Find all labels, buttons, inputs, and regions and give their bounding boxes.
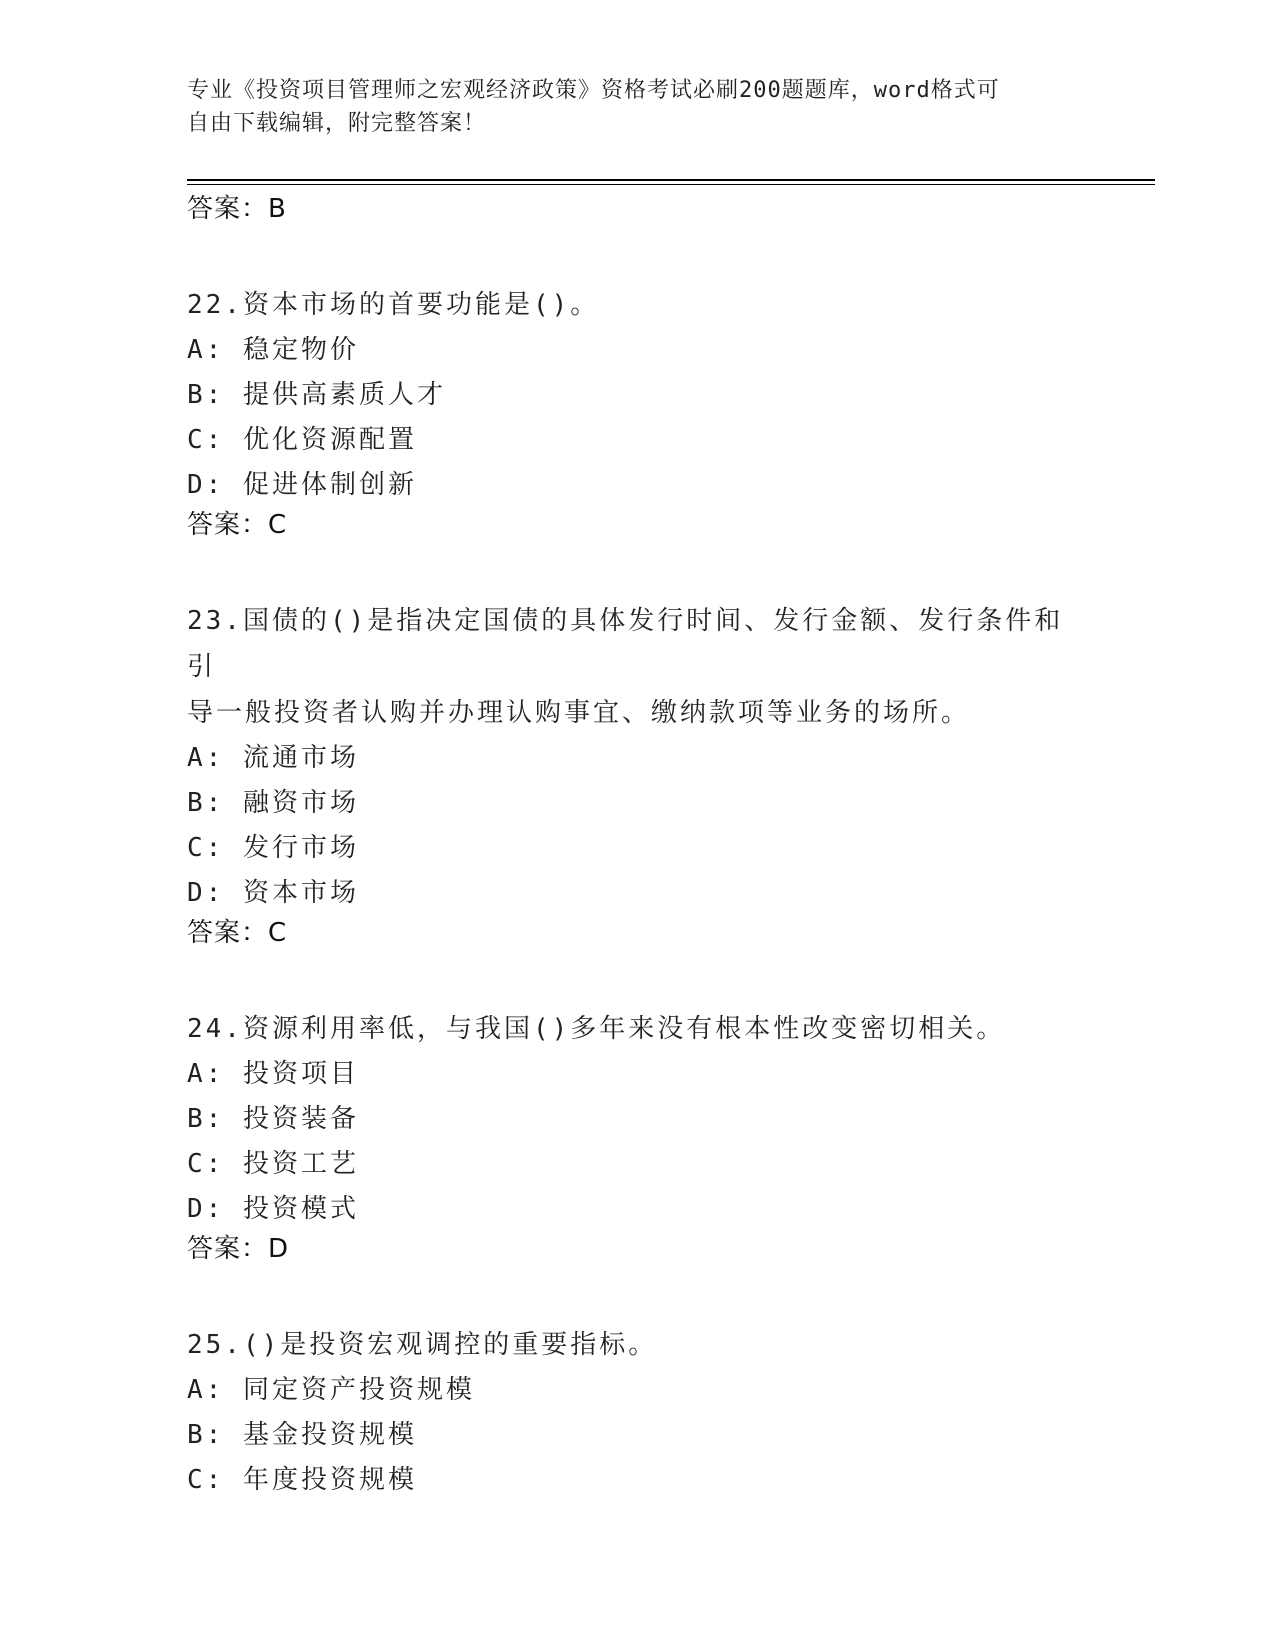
option-b: B: 基金投资规模 — [187, 1420, 417, 1450]
option-b: B: 提供高素质人才 — [187, 380, 446, 410]
option-c: C: 年度投资规模 — [187, 1465, 417, 1495]
option-c: C: 发行市场 — [187, 833, 359, 863]
answer: 答案：C — [187, 510, 288, 540]
option-c: C: 投资工艺 — [187, 1149, 359, 1179]
header-line-2: 自由下载编辑，附完整答案！ — [187, 111, 487, 136]
previous-answer: 答案：B — [187, 194, 287, 224]
question-stem: 24.资源利用率低，与我国()多年来没有根本性改变密切相关。 — [187, 1014, 1006, 1044]
question-23 — [187, 598, 1087, 950]
question-stem-line-2: 导一般投资者认购并办理认购事宜、缴纳款项等业务的场所。 — [187, 698, 971, 728]
document-header — [187, 74, 1067, 140]
option-d: D: 促进体制创新 — [187, 470, 417, 500]
header-line-1: 专业《投资项目管理师之宏观经济政策》资格考试必刷200题题库，word格式可 — [187, 78, 1000, 103]
question-25 — [187, 1322, 1087, 1503]
option-c: C: 优化资源配置 — [187, 425, 417, 455]
question-list — [187, 192, 1087, 1503]
question-stem: 25.()是投资宏观调控的重要指标。 — [187, 1330, 658, 1360]
option-a: A: 稳定物价 — [187, 335, 359, 365]
option-a: A: 同定资产投资规模 — [187, 1375, 475, 1405]
answer: 答案：C — [187, 918, 288, 948]
question-22 — [187, 282, 1087, 542]
option-a: A: 流通市场 — [187, 743, 359, 773]
answer: 答案：D — [187, 1234, 290, 1264]
question-24 — [187, 1006, 1087, 1266]
question-stem-line-1: 23.国债的()是指决定国债的具体发行时间、发行金额、发行条件和引 — [187, 606, 1064, 682]
option-b: B: 融资市场 — [187, 788, 359, 818]
header-divider-thin — [187, 184, 1155, 185]
header-divider-thick — [187, 179, 1155, 181]
option-d: D: 投资模式 — [187, 1194, 359, 1224]
option-b: B: 投资装备 — [187, 1104, 359, 1134]
option-d: D: 资本市场 — [187, 878, 359, 908]
question-stem: 22.资本市场的首要功能是()。 — [187, 290, 600, 320]
option-a: A: 投资项目 — [187, 1059, 359, 1089]
